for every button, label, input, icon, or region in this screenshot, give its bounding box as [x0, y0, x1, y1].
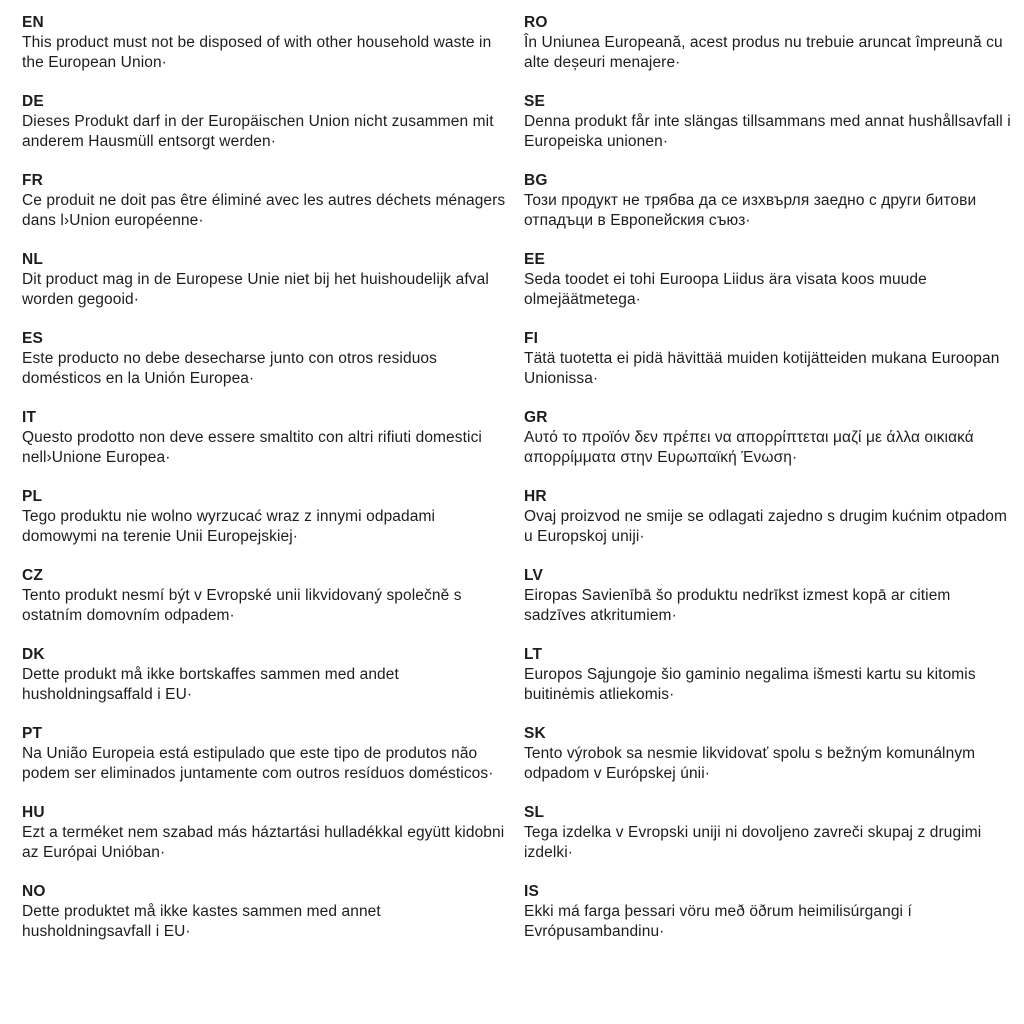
language-code: PT	[22, 725, 43, 742]
disposal-text: Ce produit ne doit pas être éliminé avec les autres déchets ménagers dans l›Union européenne·	[22, 192, 506, 229]
language-entry-sl	[524, 803, 1016, 863]
disposal-text: Tätä tuotetta ei pidä hävittää muiden kotijätteiden mukana Euroopan Unionissa·	[524, 350, 1000, 387]
language-code: IS	[524, 883, 540, 900]
language-code: BG	[524, 172, 548, 189]
language-code: HR	[524, 488, 547, 505]
language-code: ES	[22, 330, 44, 347]
disposal-text: Seda toodet ei tohi Euroopa Liidus ära visata koos muude olmejäätmetega·	[524, 271, 927, 308]
language-entry-fi	[524, 329, 1016, 389]
language-code: FR	[22, 172, 44, 189]
language-entry-en	[22, 13, 514, 73]
language-entry-hr	[524, 487, 1016, 547]
language-entry-fr	[22, 171, 514, 231]
disposal-text: Dette produktet må ikke kastes sammen med annet husholdningsavfall i EU·	[22, 903, 381, 940]
disposal-text: Tento produkt nesmí být v Evropské unii likvidovaný společně s ostatním domovním odpadem·	[22, 587, 462, 624]
language-entry-ee	[524, 250, 1016, 310]
disposal-text: Europos Sąjungoje šio gaminio negalima išmesti kartu su kitomis buitinėmis atliekomis·	[524, 666, 976, 703]
language-code: SK	[524, 725, 546, 742]
disposal-text: Tega izdelka v Evropski uniji ni dovoljeno zavreči skupaj z drugimi izdelki·	[524, 824, 982, 861]
language-entry-lt	[524, 645, 1016, 705]
disposal-text: This product must not be disposed of with other household waste in the European Union·	[22, 34, 492, 71]
language-entry-pl	[22, 487, 514, 547]
language-code: PL	[22, 488, 43, 505]
language-entry-se	[524, 92, 1016, 152]
disposal-text: Denna produkt får inte slängas tillsammans med annat hushållsavfall i Europeiska unionen·	[524, 113, 1011, 150]
disposal-text: Ovaj proizvod ne smije se odlagati zajedno s drugim kućnim otpadom u Europskoj uniji·	[524, 508, 1008, 545]
language-code: EE	[524, 251, 546, 268]
language-code: DE	[22, 93, 44, 110]
disposal-text: Αυτό το προϊόν δεν πρέπει να απορρίπτεται μαζί με άλλα οικιακά απορρίμματα στην Ευρωπαϊκή Ένωση·	[524, 429, 974, 466]
disposal-text: Eiropas Savienībā šo produktu nedrīkst izmest kopā ar citiem sadzīves atkritumiem·	[524, 587, 951, 624]
language-code: GR	[524, 409, 548, 426]
language-entry-gr	[524, 408, 1016, 468]
disposal-text: Na União Europeia está estipulado que este tipo de produtos não podem ser eliminados juntamente com outros resíduos domésticos·	[22, 745, 494, 782]
column-right	[524, 13, 1016, 961]
language-entry-sk	[524, 724, 1016, 784]
disposal-text: Este producto no debe desecharse junto con otros residuos domésticos en la Unión Europea·	[22, 350, 437, 387]
language-entry-pt	[22, 724, 514, 784]
language-entry-it	[22, 408, 514, 468]
disposal-text: Tego produktu nie wolno wyrzucać wraz z innymi odpadami domowymi na terenie Unii Europejskiej·	[22, 508, 436, 545]
language-code: LT	[524, 646, 543, 663]
disposal-text: Този продукт не трябва да се изхвърля заедно с други битови отпадъци в Европейския съюз·	[524, 192, 977, 229]
language-entry-lv	[524, 566, 1016, 626]
language-entry-de	[22, 92, 514, 152]
disposal-text: Dieses Produkt darf in der Europäischen Union nicht zusammen mit anderem Hausmüll entsorgt werden·	[22, 113, 494, 150]
language-code: SL	[524, 804, 545, 821]
language-entry-es	[22, 329, 514, 389]
language-code: NL	[22, 251, 44, 268]
disposal-text: Tento výrobok sa nesmie likvidovať spolu s bežným komunálnym odpadom v Európskej únii·	[524, 745, 976, 782]
language-entry-no	[22, 882, 514, 942]
language-entry-bg	[524, 171, 1016, 231]
language-entry-hu	[22, 803, 514, 863]
disposal-text: Ezt a terméket nem szabad más háztartási hulladékkal együtt kidobni az Európai Unióban·	[22, 824, 505, 861]
language-code: NO	[22, 883, 46, 900]
language-code: DK	[22, 646, 45, 663]
language-code: RO	[524, 14, 548, 31]
language-entry-is	[524, 882, 1016, 942]
disposal-text: În Uniunea Europeană, acest produs nu trebuie aruncat împreună cu alte deșeuri menajere·	[524, 34, 1003, 71]
language-entry-cz	[22, 566, 514, 626]
column-left	[22, 13, 514, 961]
disposal-text: Dette produkt må ikke bortskaffes sammen med andet husholdningsaffald i EU·	[22, 666, 399, 703]
language-entry-ro	[524, 13, 1016, 73]
language-code: IT	[22, 409, 37, 426]
disposal-text: Dit product mag in de Europese Unie niet bij het huishoudelijk afval worden gegooid·	[22, 271, 489, 308]
language-code: FI	[524, 330, 539, 347]
language-code: EN	[22, 14, 44, 31]
language-entry-dk	[22, 645, 514, 705]
disposal-text: Ekki má farga þessari vöru með öðrum heimilisúrgangi í Evrópusambandinu·	[524, 903, 912, 940]
language-code: SE	[524, 93, 546, 110]
language-code: LV	[524, 567, 544, 584]
language-entry-nl	[22, 250, 514, 310]
disposal-text: Questo prodotto non deve essere smaltito con altri rifiuti domestici nell›Unione Europea·	[22, 429, 482, 466]
language-code: HU	[22, 804, 45, 821]
language-code: CZ	[22, 567, 44, 584]
